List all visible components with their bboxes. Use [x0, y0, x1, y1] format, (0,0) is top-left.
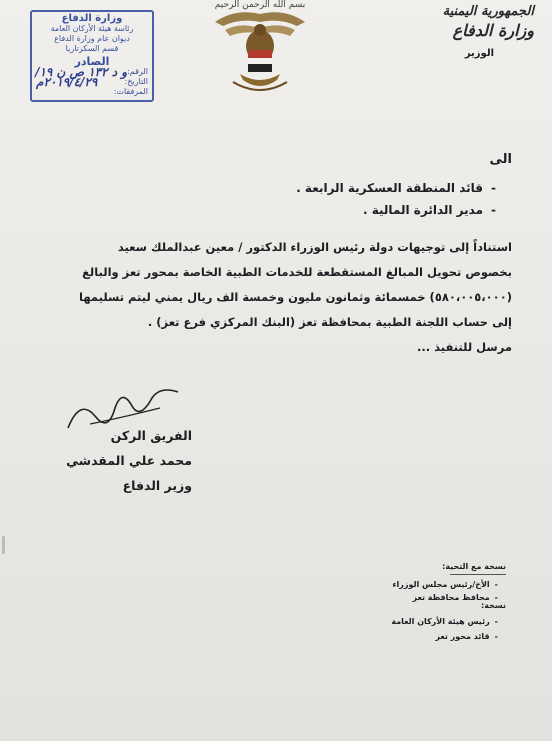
stamp-attachments-label: المرفقات: [113, 87, 148, 96]
stamp-date-row [32, 77, 152, 87]
bullet-dash: - [494, 593, 498, 602]
stamp-date-label: التاريخ: [124, 77, 148, 86]
issued-stamp [30, 10, 154, 102]
eagle-emblem-icon [205, 0, 315, 100]
stamp-line-4: قسم السكرتاريا [65, 44, 119, 53]
body-line-1: استناداً إلى توجيهات دولة رئيس الوزراء الدكتور / معين عبدالملك سعيد [117, 240, 512, 254]
copy-item-3-text: رئيس هيئة الأركان العامة [391, 617, 490, 626]
republic-name: الجمهورية اليمنية [442, 4, 534, 19]
body-line-3: (٥٨٠،٠٠٥،٠٠٠) خمسمائة وثمانون مليون وخمسة الف ريال يمني ليتم تسليمها [79, 290, 512, 304]
copies-heading-2: نسخة: [481, 601, 506, 610]
body-line-2: بخصوص تحويل المبالغ المستقطعة للخدمات الطبية الخاصة بمحور تعز والبالغ [82, 265, 512, 279]
bullet-dash: - [494, 632, 498, 641]
bullet-dash: - [491, 203, 496, 217]
recipient-2 [363, 203, 496, 217]
stamp-date-value: ٢٠١٩/٤/٢٩م [36, 75, 98, 89]
stamp-line-3: ديوان عام وزارة الدفاع [54, 34, 130, 43]
ministry-name: وزارة الدفاع [452, 21, 534, 40]
signature-rank: الفريق الركن [110, 428, 192, 443]
bullet-dash: - [491, 181, 496, 195]
signature-name: محمد علي المقدشي [66, 453, 192, 468]
national-emblem [205, 0, 315, 100]
stamp-issued-label: الصادر [74, 55, 110, 68]
signature-title: وزير الدفاع [122, 478, 192, 493]
body-line-4: إلى حساب اللجنة الطبية بمحافظة تعز (البنك المركزي فرع تعز) . [147, 315, 512, 329]
body-line-5: مرسل للتنفيذ ... [417, 340, 512, 354]
salutation-to: الى [489, 152, 512, 167]
stamp-number-label: الرقم: [127, 67, 148, 76]
copy-item-4-text: قائد محور تعز [435, 632, 490, 641]
office-name: الوزير [464, 48, 494, 59]
scan-edge-mark [2, 536, 5, 554]
recipient-1-text: قائد المنطقة العسكرية الرابعة . [296, 181, 484, 195]
copy-item-1-text: الأخ/رئيس مجلس الوزراء [392, 580, 490, 589]
stamp-number-value: و د ١٣٢ ص ن ١٩/ [35, 65, 128, 79]
letterhead [384, 4, 534, 59]
copy-item-1 [392, 580, 498, 589]
copies-heading-underline [450, 574, 506, 575]
copy-item-3 [391, 617, 498, 626]
bullet-dash: - [494, 580, 498, 589]
basmala: بسم الله الرحمن الرحيم [214, 0, 306, 10]
stamp-line-2: رئاسة هيئة الأركان العامة [50, 24, 134, 33]
stamp-ministry: وزارة الدفاع [61, 13, 123, 24]
copy-item-4 [435, 632, 498, 641]
copies-heading: نسخة مع التحية: [442, 562, 506, 571]
recipient-2-text: مدير الدائرة المالية . [363, 203, 484, 217]
recipient-1 [296, 181, 496, 195]
copy-item-2-text: محافظ محافظة تعز [412, 593, 490, 602]
bullet-dash: - [494, 617, 498, 626]
